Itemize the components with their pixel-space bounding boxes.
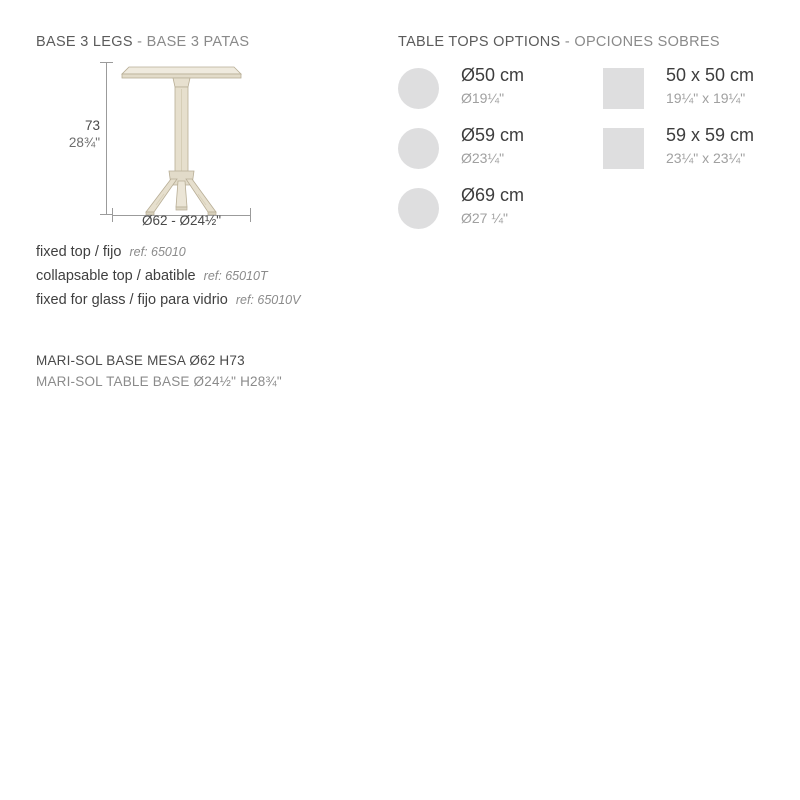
section-title-table-tops-en: TABLE TOPS OPTIONS [398,34,561,50]
square-top-size-inch: 23¼" x 23¼" [666,150,746,166]
product-name-en: MARI-SOL TABLE BASE Ø24½" H28¾" [36,374,282,389]
round-top-labels [461,62,524,108]
section-title-table-tops-dash: - [564,34,571,50]
round-top-swatch-icon [398,128,439,169]
round-top-size-inch: Ø19¼" [461,90,505,106]
round-top-swatch-icon [398,68,439,109]
round-top-swatch-icon [398,188,439,229]
square-top-labels [666,122,754,168]
round-top-size-cm: Ø69 cm [461,185,525,205]
round-top-size-cm: Ø50 cm [461,65,525,85]
product-name-es: MARI-SOL BASE MESA Ø62 H73 [36,353,245,368]
round-top-size-cm: Ø59 cm [461,125,525,145]
section-title-base-3-legs-dash: - [137,34,143,50]
round-top-size-inch: Ø27 ¼" [461,210,508,226]
ref-code: ref: 65010 [129,245,186,259]
round-top-labels [461,122,524,168]
width-dimension-label: Ø62 - Ø24½" [141,213,222,228]
reference-list [36,240,376,312]
product-name-block [36,350,456,392]
round-top-labels [461,182,524,228]
square-top-labels [666,62,754,108]
ref-code: ref: 65010T [203,269,268,283]
section-title-table-tops-options [398,34,720,50]
list-item [36,240,376,264]
list-item [36,264,376,288]
square-top-size-cm: 59 x 59 cm [666,125,755,145]
ref-label: fixed for glass / fijo para vidrio [36,292,228,308]
section-title-base-3-legs-es: BASE 3 PATAS [146,34,250,50]
ref-code: ref: 65010V [235,293,301,307]
square-top-swatch-icon [603,68,644,109]
section-title-base-3-legs [36,34,249,50]
section-title-base-3-legs-en: BASE 3 LEGS [36,34,133,50]
square-top-size-cm: 50 x 50 cm [666,65,755,85]
square-top-size-inch: 19¼" x 19¼" [666,90,746,106]
table-base-technical-drawing [36,55,366,235]
list-item [36,288,376,312]
height-dimension-cm: 73 [84,118,100,133]
table-base-illustration [36,55,366,235]
height-dimension-inch: 28¾" [68,135,100,150]
ref-label: fixed top / fijo [36,244,122,260]
square-top-swatch-icon [603,128,644,169]
round-top-size-inch: Ø23¼" [461,150,505,166]
ref-label: collapsable top / abatible [36,268,196,284]
section-title-table-tops-es: OPCIONES SOBRES [574,34,720,50]
